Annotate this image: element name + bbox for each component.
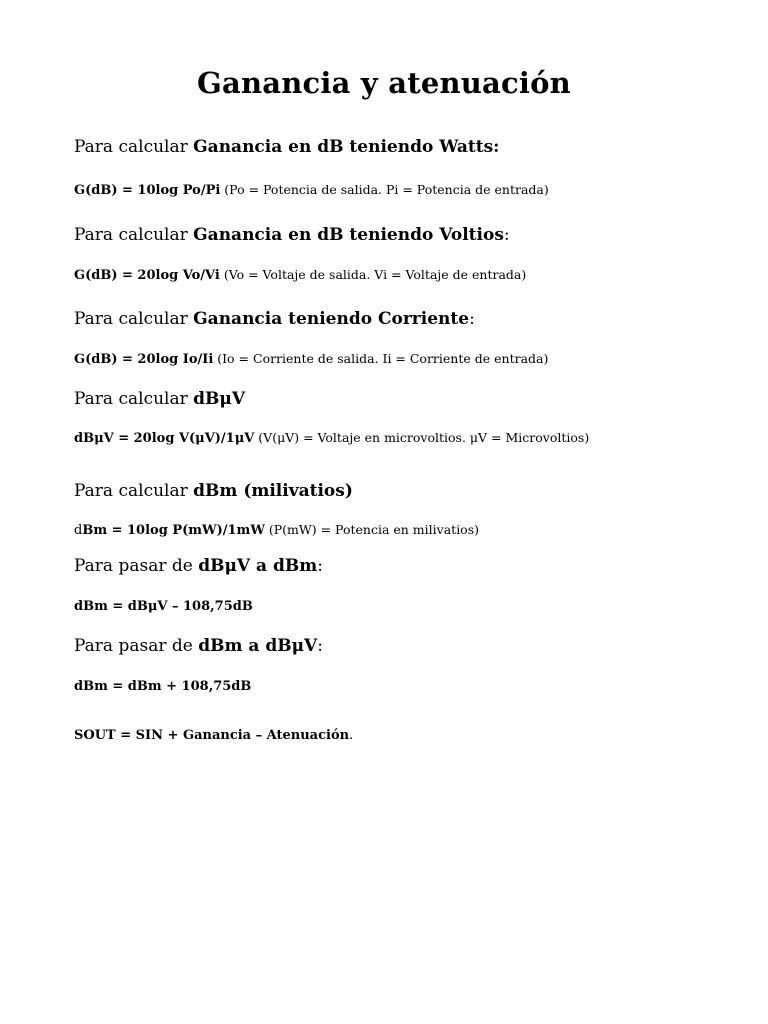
page-title: Ganancia y atenuación xyxy=(197,66,571,100)
section-heading-voltios xyxy=(74,225,510,245)
section-heading-watts xyxy=(74,137,499,157)
formula-description: (P(mW) = Potencia en milivatios) xyxy=(264,522,480,537)
heading-bold: dBm a dBμV xyxy=(198,636,318,656)
heading-bold: dBm (milivatios) xyxy=(193,481,353,501)
formula-equation: SOUT = SIN + Ganancia – Atenuación xyxy=(74,728,350,743)
heading-suffix: : xyxy=(317,556,323,576)
heading-prefix: Para calcular xyxy=(74,481,194,501)
formula-equation: G(dB) = 20log Io/Ii xyxy=(74,352,214,367)
section-heading-dbm-to-dbuv xyxy=(74,636,323,656)
heading-prefix: Para calcular xyxy=(74,137,194,157)
formula-equation: dBμV = 20log V(μV)/1μV xyxy=(74,431,255,446)
formula-prefix: d xyxy=(74,523,83,538)
formula-dbuv xyxy=(74,430,589,446)
formula-dbm-to-dbuv xyxy=(74,678,251,694)
heading-prefix: Para calcular xyxy=(74,389,194,409)
heading-bold: Ganancia teniendo Corriente xyxy=(193,309,470,329)
formula-description: (V(μV) = Voltaje en microvoltios. μV = Microvoltios) xyxy=(254,430,590,445)
heading-bold: Ganancia en dB teniendo Watts: xyxy=(193,137,500,157)
formula-watts xyxy=(74,182,549,198)
formula-description: (Io = Corriente de salida. Ii = Corriente de entrada) xyxy=(213,351,549,366)
formula-equation: dBm = dBμV – 108,75dB xyxy=(74,599,253,614)
formula-dbm xyxy=(74,522,479,538)
heading-prefix: Para calcular xyxy=(74,309,194,329)
formula-equation: dBm = dBm + 108,75dB xyxy=(74,679,252,694)
heading-prefix: Para pasar de xyxy=(74,556,199,576)
formula-corriente xyxy=(74,351,548,367)
heading-bold: Ganancia en dB teniendo Voltios xyxy=(193,225,504,245)
section-heading-corriente xyxy=(74,309,475,329)
heading-bold: dBμV xyxy=(193,389,246,409)
formula-dbuv-to-dbm xyxy=(74,598,253,614)
formula-voltios xyxy=(74,267,526,283)
heading-suffix: : xyxy=(317,636,323,656)
section-heading-dbm xyxy=(74,481,353,501)
formula-description: (Vo = Voltaje de salida. Vi = Voltaje de entrada) xyxy=(219,267,527,282)
formula-equation: Bm = 10log P(mW)/1mW xyxy=(82,523,265,538)
section-heading-dbuv-to-dbm xyxy=(74,556,323,576)
heading-prefix: Para calcular xyxy=(74,225,194,245)
formula-sout xyxy=(74,728,353,743)
formula-suffix: . xyxy=(349,728,354,743)
formula-equation: G(dB) = 10log Po/Pi xyxy=(74,183,221,198)
heading-prefix: Para pasar de xyxy=(74,636,199,656)
formula-description: (Po = Potencia de salida. Pi = Potencia de entrada) xyxy=(220,182,549,197)
heading-bold: dBμV a dBm xyxy=(198,556,318,576)
formula-equation: G(dB) = 20log Vo/Vi xyxy=(74,268,220,283)
heading-suffix: : xyxy=(503,225,510,245)
heading-suffix: : xyxy=(469,309,475,329)
section-heading-dbuv xyxy=(74,389,245,409)
